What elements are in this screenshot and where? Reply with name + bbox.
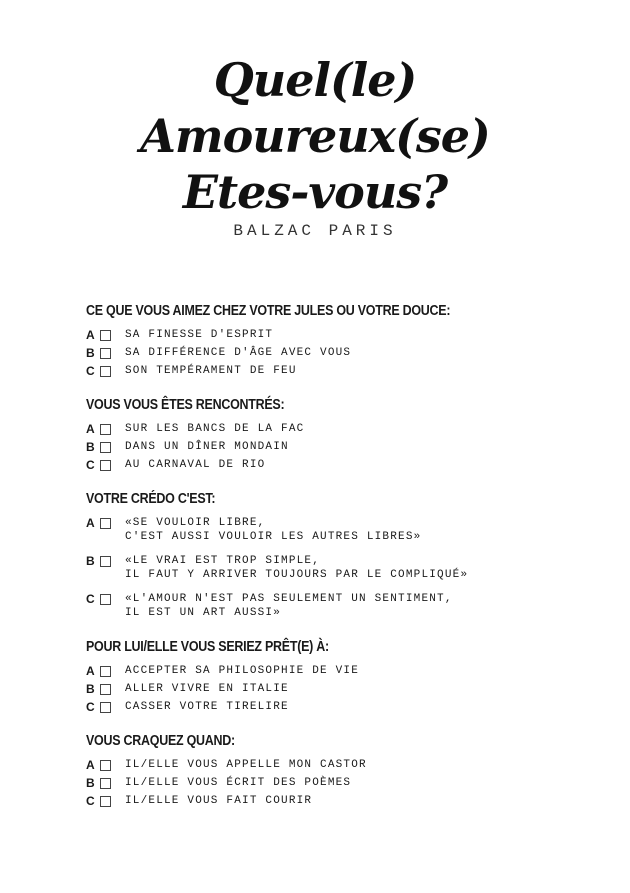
option-letter: A <box>86 328 95 342</box>
option-letter: B <box>86 554 95 568</box>
option-letter: A <box>86 758 95 772</box>
question-heading: VOUS VOUS ÊTES RENCONTRÉS: <box>86 397 285 413</box>
checkbox[interactable] <box>100 442 111 453</box>
question-heading: CE QUE VOUS AIMEZ CHEZ VOTRE JULES OU VOTRE DOUCE: <box>86 303 451 319</box>
quiz-section <box>86 636 606 714</box>
option-text: IL/ELLE VOUS FAIT COURIR <box>125 795 313 807</box>
quiz-section <box>86 488 606 620</box>
option-text: ACCEPTER SA PHILOSOPHIE DE VIE <box>125 665 360 677</box>
answer-option[interactable] <box>86 328 606 342</box>
option-text: AU CARNAVAL DE RIO <box>125 459 266 471</box>
answer-option[interactable] <box>86 592 606 620</box>
option-letter: C <box>86 592 95 606</box>
checkbox[interactable] <box>100 424 111 435</box>
option-letter: A <box>86 516 95 530</box>
title-line-1: Quel(le) <box>213 53 417 107</box>
quiz-section <box>86 394 606 472</box>
option-letter: C <box>86 794 95 808</box>
checkbox[interactable] <box>100 702 111 713</box>
checkbox[interactable] <box>100 366 111 377</box>
question-heading: POUR LUI/ELLE VOUS SERIEZ PRÊT(E) À: <box>86 639 329 655</box>
title-line-2: Amoureux(se) <box>140 109 490 163</box>
quiz-section <box>86 730 606 808</box>
answer-option[interactable] <box>86 794 606 808</box>
quiz-section <box>86 300 606 378</box>
option-text: «SE VOULOIR LIBRE, C'EST AUSSI VOULOIR LES AUTRES LIBRES» <box>125 517 422 543</box>
checkbox[interactable] <box>100 594 111 605</box>
question-heading: VOTRE CRÉDO C'EST: <box>86 491 216 507</box>
checkbox[interactable] <box>100 778 111 789</box>
option-text: SON TEMPÉRAMENT DE FEU <box>125 365 297 377</box>
answer-option[interactable] <box>86 758 606 772</box>
option-text: DANS UN DÎNER MONDAIN <box>125 441 289 453</box>
checkbox[interactable] <box>100 760 111 771</box>
answer-option[interactable] <box>86 700 606 714</box>
option-text: «LE VRAI EST TROP SIMPLE, IL FAUT Y ARRIVER TOUJOURS PAR LE COMPLIQUÉ» <box>125 555 469 581</box>
answer-option[interactable] <box>86 422 606 436</box>
answer-option[interactable] <box>86 364 606 378</box>
option-letter: A <box>86 664 95 678</box>
answer-option[interactable] <box>86 554 606 582</box>
option-text: IL/ELLE VOUS APPELLE MON CASTOR <box>125 759 367 771</box>
answer-option[interactable] <box>86 440 606 454</box>
option-letter: B <box>86 776 95 790</box>
answer-option[interactable] <box>86 458 606 472</box>
answer-option[interactable] <box>86 664 606 678</box>
checkbox[interactable] <box>100 330 111 341</box>
checkbox[interactable] <box>100 460 111 471</box>
checkbox[interactable] <box>100 348 111 359</box>
option-letter: B <box>86 682 95 696</box>
option-text: SA FINESSE D'ESPRIT <box>125 329 274 341</box>
option-letter: C <box>86 458 95 472</box>
option-letter: B <box>86 346 95 360</box>
checkbox[interactable] <box>100 796 111 807</box>
option-text: SUR LES BANCS DE LA FAC <box>125 423 305 435</box>
answer-option[interactable] <box>86 682 606 696</box>
title-line-3: Etes-vous? <box>182 165 448 219</box>
option-letter: A <box>86 422 95 436</box>
option-text: «L'AMOUR N'EST PAS SEULEMENT UN SENTIMENT, IL EST UN ART AUSSI» <box>125 593 453 619</box>
checkbox[interactable] <box>100 666 111 677</box>
answer-option[interactable] <box>86 346 606 360</box>
answer-option[interactable] <box>86 516 606 544</box>
option-letter: C <box>86 700 95 714</box>
checkbox[interactable] <box>100 684 111 695</box>
question-heading: VOUS CRAQUEZ QUAND: <box>86 733 235 749</box>
option-text: CASSER VOTRE TIRELIRE <box>125 701 289 713</box>
checkbox[interactable] <box>100 556 111 567</box>
title-block <box>0 52 630 240</box>
option-letter: C <box>86 364 95 378</box>
checkbox[interactable] <box>100 518 111 529</box>
brand-name: BALZAC PARIS <box>233 222 397 240</box>
option-letter: B <box>86 440 95 454</box>
option-text: SA DIFFÉRENCE D'ÂGE AVEC VOUS <box>125 347 352 359</box>
quiz-sections <box>86 300 606 824</box>
option-text: ALLER VIVRE EN ITALIE <box>125 683 289 695</box>
answer-option[interactable] <box>86 776 606 790</box>
option-text: IL/ELLE VOUS ÉCRIT DES POÈMES <box>125 777 352 789</box>
